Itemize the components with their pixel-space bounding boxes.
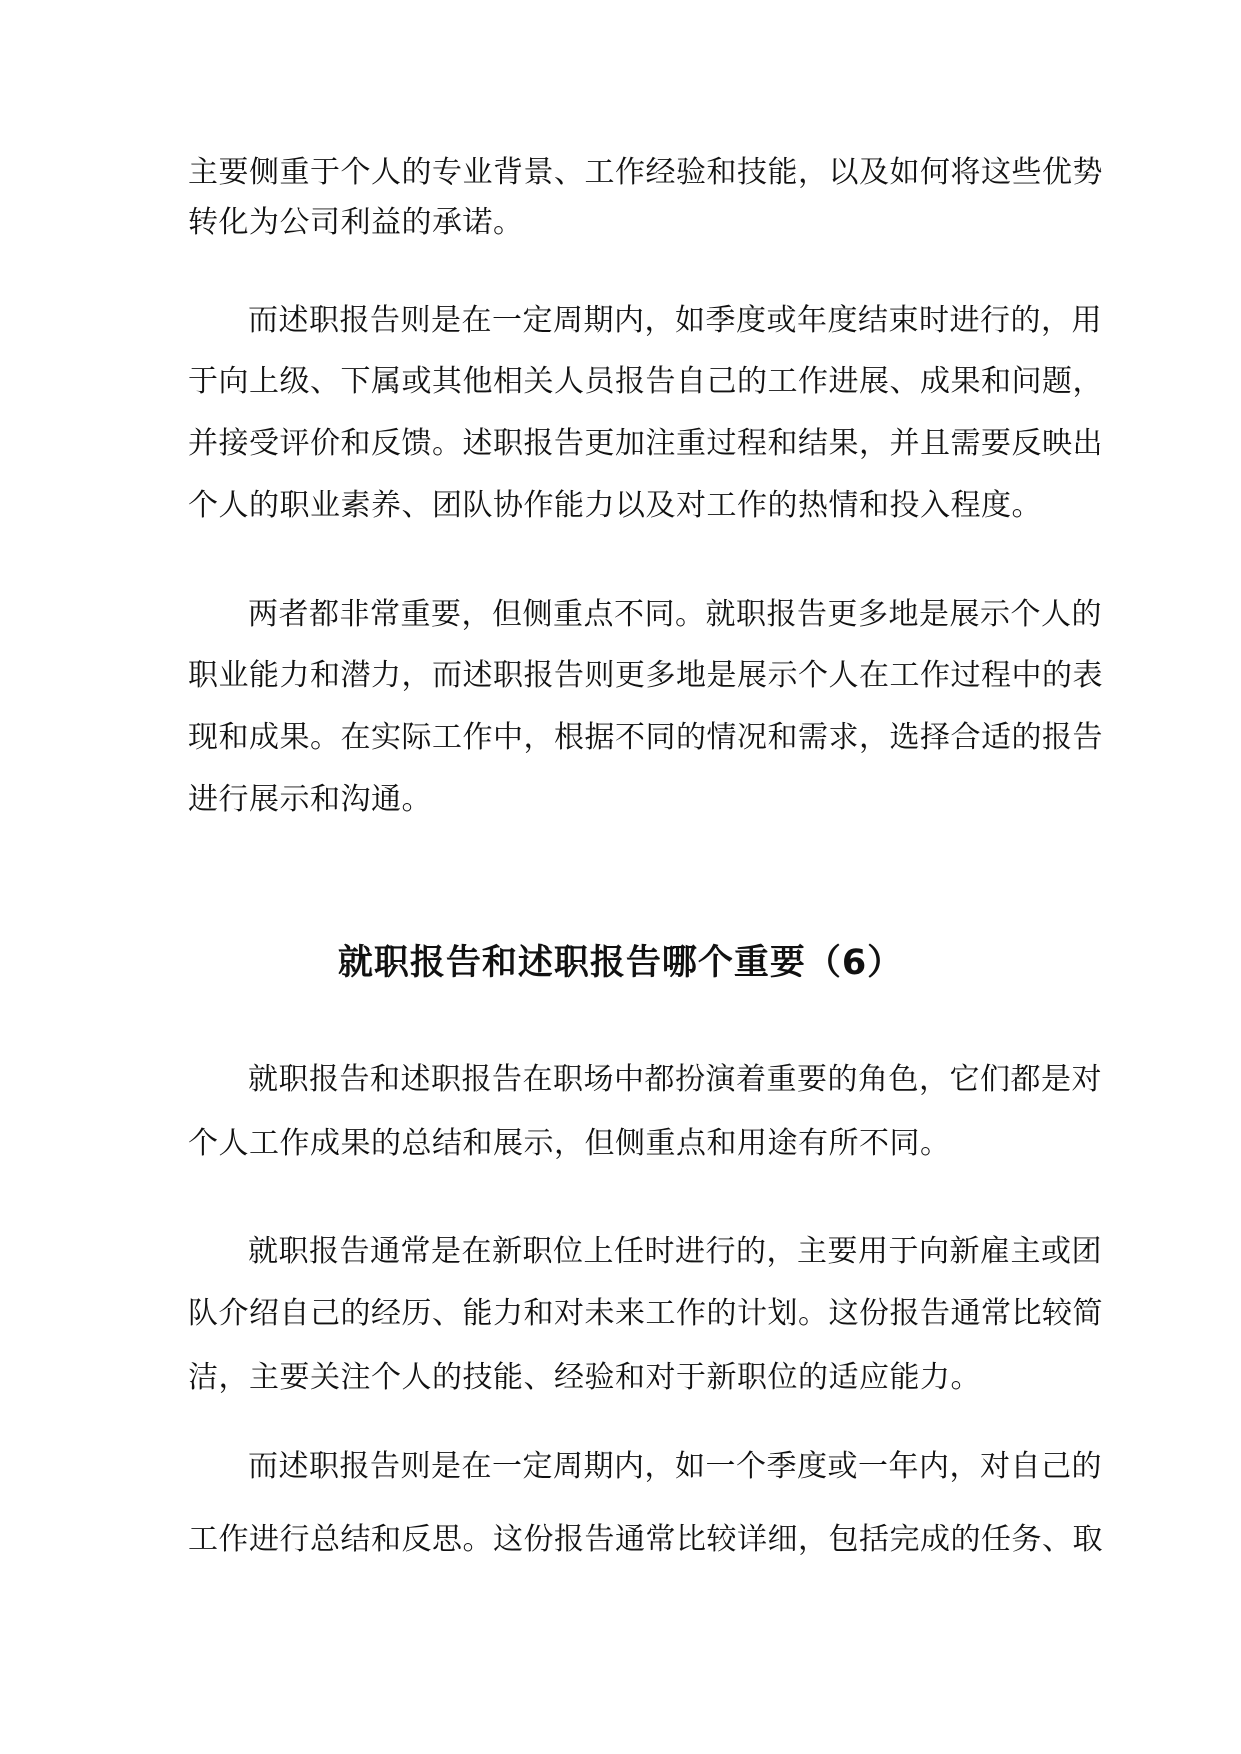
paragraph-line: 而述职报告则是在一定周期内，如一个季度或一年内，对自己的 (248, 1449, 1102, 1484)
paragraph-line: 队介绍自己的经历、能力和对未来工作的计划。这份报告通常比较简 (188, 1296, 1103, 1331)
paragraph-line: 洁，主要关注个人的技能、经验和对于新职位的适应能力。 (188, 1360, 981, 1395)
paragraph-line: 于向上级、下属或其他相关人员报告自己的工作进展、成果和问题， (188, 364, 1103, 399)
paragraph-line: 职业能力和潜力，而述职报告则更多地是展示个人在工作过程中的表 (188, 658, 1103, 693)
section-title: 就职报告和述职报告哪个重要（6） (337, 943, 904, 983)
paragraph-line: 转化为公司利益的承诺。 (188, 205, 524, 240)
paragraph-line: 并接受评价和反馈。述职报告更加注重过程和结果，并且需要反映出 (188, 426, 1103, 461)
paragraph-line: 主要侧重于个人的专业背景、工作经验和技能，以及如何将这些优势 (188, 155, 1103, 190)
paragraph-line: 就职报告通常是在新职位上任时进行的，主要用于向新雇主或团 (248, 1234, 1102, 1269)
paragraph-line: 而述职报告则是在一定周期内，如季度或年度结束时进行的，用 (248, 303, 1102, 338)
paragraph-line: 就职报告和述职报告在职场中都扮演着重要的角色，它们都是对 (248, 1062, 1102, 1097)
paragraph-line: 两者都非常重要，但侧重点不同。就职报告更多地是展示个人的 (248, 597, 1102, 632)
paragraph-line: 工作进行总结和反思。这份报告通常比较详细，包括完成的任务、取 (188, 1522, 1103, 1557)
paragraph-line: 进行展示和沟通。 (188, 782, 432, 817)
paragraph-line: 现和成果。在实际工作中，根据不同的情况和需求，选择合适的报告 (188, 720, 1103, 755)
paragraph-line: 个人的职业素养、团队协作能力以及对工作的热情和投入程度。 (188, 488, 1042, 523)
paragraph-line: 个人工作成果的总结和展示，但侧重点和用途有所不同。 (188, 1126, 951, 1161)
